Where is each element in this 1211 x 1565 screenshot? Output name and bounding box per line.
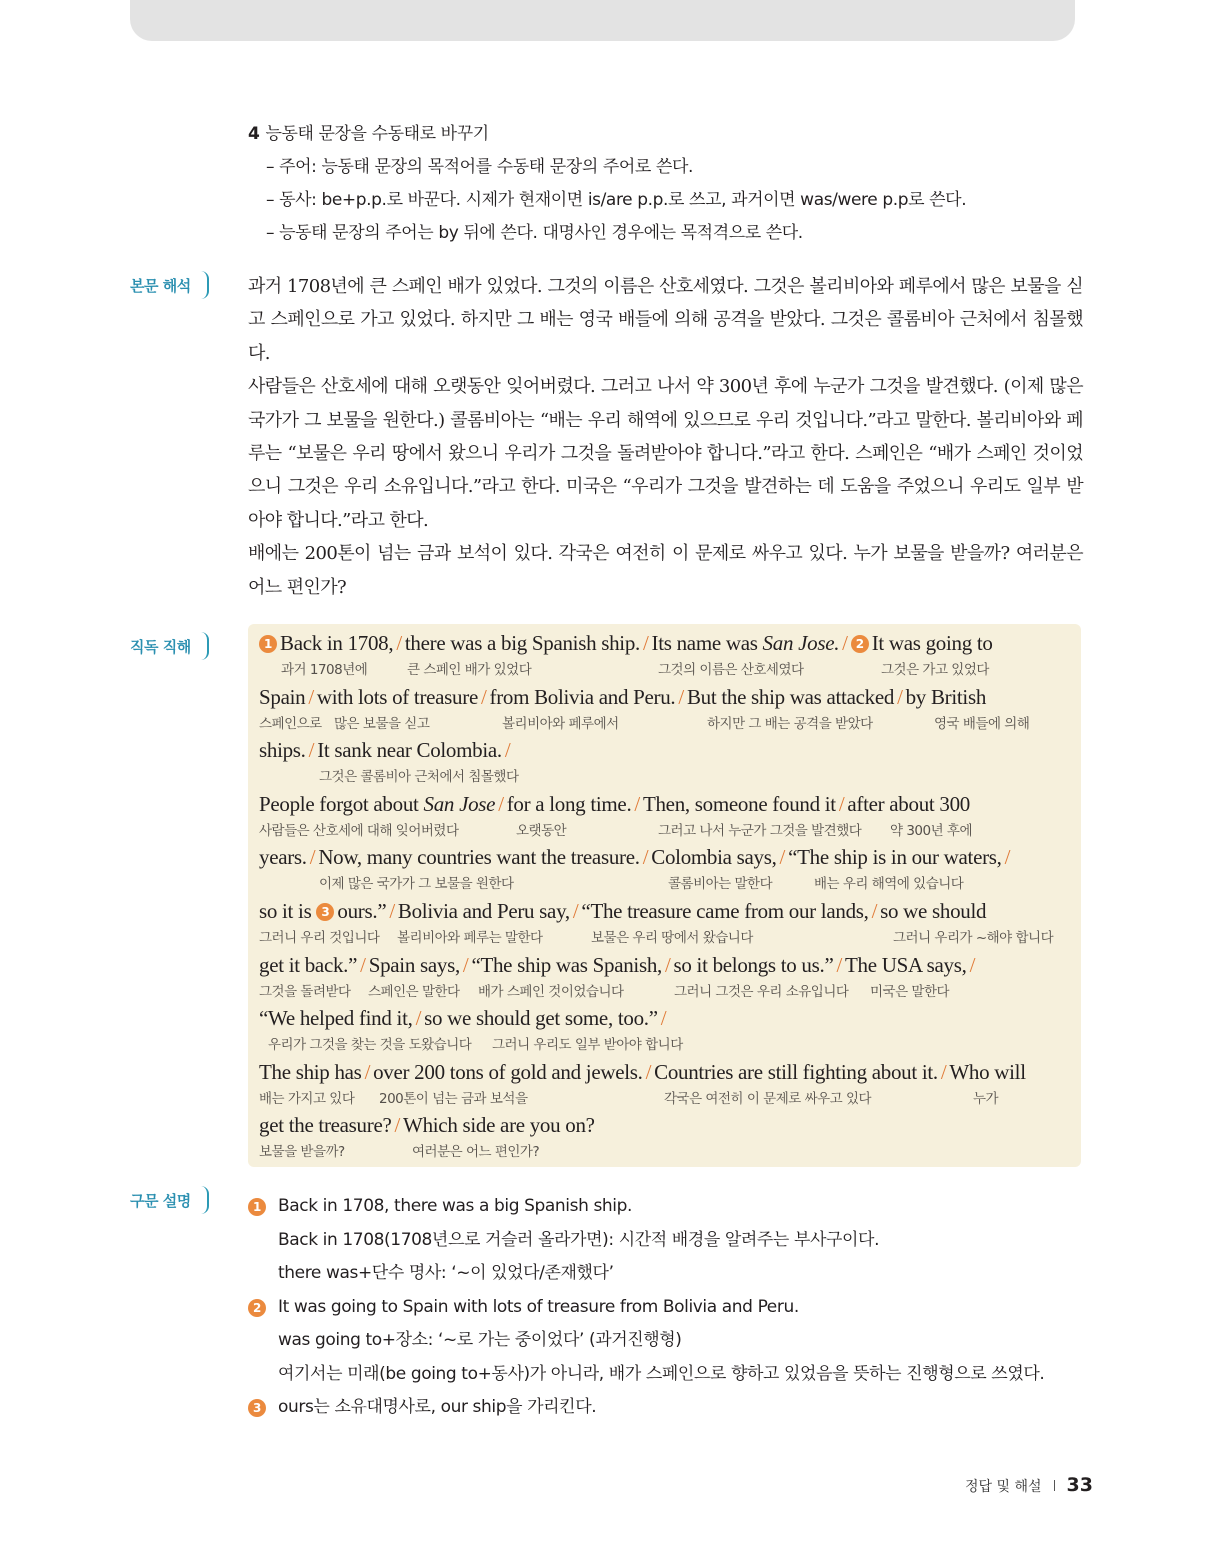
korean-gloss: 하지만 그 배는 공격을 받았다 [707,715,873,732]
english-chunk: after about 300 [847,791,970,816]
korean-gloss: 그것을 돌려받다 [259,983,351,1000]
sentence-number-badge: 2 [851,635,869,653]
chunk-slash: / [462,952,469,977]
section-4-item: – 동사: be+p.p.로 바꾼다. 시제가 현재이면 is/are p.p.로 쓰고, 과거이면 was/were p.p로 쓴다. [266,190,967,210]
chunk-slash: / [940,1059,947,1084]
label-syntax: 구문 설명 [130,1186,209,1214]
section-4-heading [248,118,1108,151]
top-header-bar [130,0,1075,41]
korean-gloss: 과거 1708년에 [281,662,368,678]
english-chunk: over 200 tons of gold and jewels. [373,1059,643,1084]
english-chunk: Colombia says, [651,845,777,870]
syntax-explanation [248,1190,1108,1425]
sentence-number-badge: 1 [259,635,277,653]
chunk-slash: / [389,899,395,923]
english-chunk: Which side are you on? [403,1113,595,1138]
translation-text [248,270,1083,604]
english-chunk: get it back.” [259,952,358,977]
korean-gloss: 우리가 그것을 찾는 것을 도왔습니다 [268,1037,472,1054]
chunk-slash: / [309,845,316,870]
english-chunk: Now, many countries want the treasure. [318,845,640,870]
english-chunk: It was going to [871,631,993,655]
syntax-line [248,1391,1108,1425]
english-chunk: The USA says, [845,952,967,977]
korean-gloss: 그것의 이름은 산호세였다 [658,662,804,678]
english-line [259,738,513,763]
english-line [259,631,993,656]
korean-gloss: 사람들은 산호세에 대해 잊어버렸다 [259,822,459,839]
syntax-line [248,1257,1108,1291]
chunk-slash: / [660,1006,667,1031]
korean-gloss: 많은 보물을 싣고 [334,715,430,732]
korean-gloss: 배는 가지고 있다 [259,1090,355,1107]
chunk-slash: / [779,845,786,870]
english-chunk: Who will [949,1059,1026,1084]
english-chunk: Then, someone found it [642,791,836,816]
korean-gloss: 보물을 받을까? [259,1144,345,1161]
chunk-slash: / [645,1059,652,1084]
chunk-slash: / [969,952,976,977]
direct-reading-row [259,785,1081,839]
english-chunk: People forgot about [259,791,424,816]
syntax-line [248,1358,1108,1392]
chunk-slash: / [415,1006,422,1031]
korean-gloss: 그러고 나서 누군가 그것을 발견했다 [658,822,862,839]
korean-gloss: 그러니 우리도 일부 받아야 합니다 [492,1037,683,1054]
english-chunk: so we should get some, too.” [424,1006,658,1031]
chunk-slash: / [504,738,511,763]
section-4-number: 4 [248,124,260,144]
korean-gloss: 콜롬비아는 말한다 [668,876,773,893]
section-4-title: 능동태 문장을 수동태로 바꾸기 [265,124,489,144]
chunk-slash: / [642,845,649,870]
english-chunk: so it belongs to us.” [673,952,834,977]
sentence-number-badge: 2 [248,1299,266,1317]
english-line [259,845,1013,870]
english-chunk: there was a big Spanish ship. [404,631,640,655]
english-chunk [424,792,496,816]
chunk-slash: / [364,1059,371,1084]
english-line [259,685,986,710]
translation-paragraph: 배에는 200톤이 넘는 금과 보석이 있다. 각국은 여전히 이 문제로 싸우고 있다. 누가 보물을 받을까? 여러분은 어느 편인가? [248,543,1083,598]
english-line [259,1006,669,1031]
syntax-text: there was+단수 명사: ‘~이 있었다/존재했다’ [278,1263,614,1283]
chunk-slash: / [308,684,314,709]
direct-reading-row [259,1053,1081,1107]
section-4-item: – 주어: 능동태 문장의 목적어를 수동태 문장의 주어로 쓴다. [266,157,693,177]
chunk-slash: / [480,684,487,709]
korean-gloss: 여러분은 어느 편인가? [412,1144,540,1161]
korean-gloss: 배는 우리 해역에 있습니다 [814,876,964,893]
footer-label: 정답 및 해설 [965,1479,1042,1495]
syntax-text: was going to+장소: ‘~로 가는 중이었다’ (과거진행형) [278,1330,682,1350]
english-chunk: Back in 1708, [280,631,394,655]
english-chunk: so it is [259,899,317,923]
korean-gloss: 볼리비아와 페루에서 [502,715,619,732]
english-chunk: Spain says, [368,952,460,977]
korean-gloss: 200톤이 넘는 금과 보석을 [379,1090,528,1107]
syntax-text: 여기서는 미래(be going to+동사)가 아니라, 배가 스페인으로 향하고 있었음을 뜻하는 진행형으로 쓰였다. [278,1363,1045,1384]
syntax-text: Back in 1708, there was a big Spanish ship. [278,1196,633,1216]
english-chunk: Bolivia and Peru say, [397,899,570,923]
korean-gloss: 보물은 우리 땅에서 왔습니다 [591,930,753,946]
english-chunk: The ship has [259,1059,362,1084]
direct-reading-row [259,1106,1081,1161]
syntax-line [248,1324,1108,1358]
english-chunk [763,631,840,655]
translation-paragraph: 사람들은 산호세에 대해 오랫동안 잊어버렸다. 그러고 나서 약 300년 후에 누군가 그것을 발견했다. (이제 많은 국가가 그 보물을 원한다.) 콜롬비아는 “배는 우리 해역에 있으므로 우리 것입니다.”라고 말한다. 볼리비아와 페루는 “보물은 우리 땅에서 왔으니 우리가 그것을 돌려받아야 합니다.”라고 한다. 스페인은 “배가 스페인 것이었으니 그것은 우리 소유입니다.”라고 한다. 미국은 “우리가 그것을 발견하는 데 도움을 주었으니 우리도 일부 받아야 합니다.”라고 한다. [248,376,1083,531]
section-4-passive-voice [248,118,1108,250]
english-chunk: “The ship is in our waters, [788,845,1002,870]
translation-paragraph: 과거 1708년에 큰 스페인 배가 있었다. 그것의 이름은 산호세였다. 그것은 볼리비아와 페루에서 많은 보물을 싣고 스페인으로 가고 있었다. 하지만 그 배는 영국 배들에 의해 공격을 받았다. 그것은 콜롬비아 근처에서 침몰했다. [248,276,1083,364]
english-line [259,1060,1026,1085]
direct-reading-row [259,731,1081,786]
english-chunk: for a long time. [506,791,632,816]
korean-gloss: 영국 배들에 의해 [934,715,1030,732]
page-footer [965,1474,1093,1496]
english-chunk: Countries are still fighting about it. [654,1059,938,1084]
korean-gloss: 스페인은 말한다 [368,983,460,1000]
chunk-slash: / [396,631,402,655]
korean-gloss: 배가 스페인 것이었습니다 [478,983,624,1000]
korean-gloss: 각국은 여전히 이 문제로 싸우고 있다 [664,1090,872,1107]
chunk-slash: / [838,791,845,816]
korean-gloss: 약 300년 후에 [890,822,973,839]
section-4-item: – 능동태 문장의 주어는 by 뒤에 쓴다. 대명사인 경우에는 목적격으로 쓴다. [266,223,803,243]
syntax-line [248,1224,1108,1258]
sentence-number-badge: 1 [248,1198,266,1216]
english-chunk: “The treasure came from our lands, [581,899,869,923]
english-chunk: “We helped find it, [259,1006,413,1031]
chunk-slash: / [664,952,671,977]
chunk-slash: / [836,952,843,977]
chunk-slash: / [572,899,579,923]
english-line [259,792,970,817]
chunk-slash: / [394,1113,401,1138]
syntax-text: It was going to Spain with lots of treasure from Bolivia and Peru. [278,1296,799,1317]
italic-name: San Jose [423,791,496,816]
english-chunk: so we should [880,899,987,923]
english-chunk: get the treasure? [259,1113,392,1138]
english-chunk: It sank near Colombia. [317,738,502,763]
chunk-slash: / [897,684,903,709]
korean-gloss: 오랫동안 [516,822,567,839]
korean-gloss: 큰 스페인 배가 있었다 [407,662,532,678]
label-translation: 본문 해석 [130,271,209,299]
english-chunk: Spain [259,684,306,709]
direct-reading-row [259,838,1081,893]
korean-gloss: 그러니 우리 것입니다 [259,930,380,946]
chunk-slash: / [360,952,366,977]
english-chunk: “The ship was Spanish, [471,952,662,977]
chunk-slash: / [308,738,315,763]
sentence-number-badge: 3 [316,903,334,921]
direct-reading-box [248,624,1081,1167]
italic-name: San Jose. [762,631,840,655]
english-line [259,1113,595,1138]
chunk-slash: / [634,791,640,816]
korean-gloss: 스페인으로 [259,715,322,732]
english-chunk: years. [259,845,307,870]
syntax-text: ours는 소유대명사로, our ship을 가리킨다. [278,1397,597,1417]
footer-divider [1054,1480,1055,1491]
page-number: 33 [1066,1474,1093,1496]
direct-reading-row [259,678,1081,732]
syntax-line [248,1190,1108,1224]
chunk-slash: / [1004,845,1011,870]
chunk-slash: / [871,899,878,923]
chunk-slash: / [842,631,848,655]
english-chunk: with lots of treasure [316,684,478,709]
direct-reading-row [259,999,1081,1054]
chunk-slash: / [498,791,504,816]
syntax-text: Back in 1708(1708년으로 거슬러 올라가면): 시간적 배경을 알려주는 부사구이다. [278,1229,880,1250]
korean-gloss: 이제 많은 국가가 그 보물을 원한다 [319,876,514,893]
korean-gloss: 그것은 콜롬비아 근처에서 침몰했다 [319,769,519,786]
korean-gloss: 그러니 우리가 ~해야 합니다 [893,930,1054,946]
korean-gloss: 그것은 가고 있었다 [881,662,989,678]
sentence-number-badge: 3 [248,1399,266,1417]
direct-reading-row [259,946,1081,1000]
english-line [259,953,978,978]
english-chunk: ships. [259,738,306,763]
english-chunk: ours.” [337,899,387,923]
direct-reading-row [259,892,1081,946]
syntax-line [248,1291,1108,1325]
english-chunk: Its name was [651,631,763,655]
korean-gloss: 볼리비아와 페루는 말한다 [397,930,543,946]
label-direct-reading: 직독 직해 [130,632,209,660]
korean-gloss: 미국은 말한다 [870,983,950,1000]
chunk-slash: / [678,684,684,709]
english-chunk: from Bolivia and Peru. [489,684,676,709]
english-chunk: But the ship was attacked [686,684,895,709]
chunk-slash: / [643,631,649,655]
english-chunk: by British [905,684,987,709]
korean-gloss: 그러니 그것은 우리 소유입니다 [674,983,849,1000]
direct-reading-row [259,624,1081,678]
korean-gloss: 누가 [973,1090,999,1107]
english-line [259,899,986,924]
